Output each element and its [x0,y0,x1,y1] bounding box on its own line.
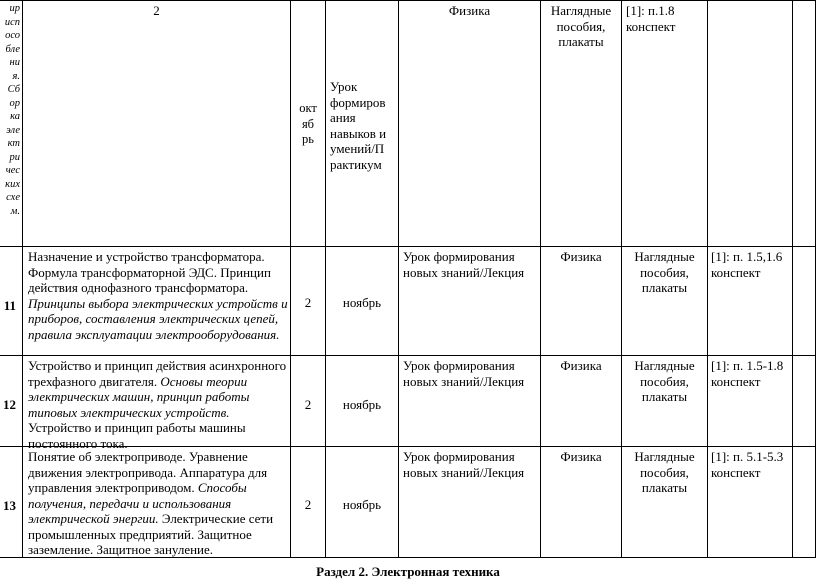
row12-number: 12 [3,397,16,412]
row11-link: Физика [560,249,602,264]
row12-month: ноябрь [342,397,382,412]
col-border [398,0,399,557]
col-border [290,0,291,557]
row-border [0,0,816,1]
col-border [707,0,708,557]
row11-lesson-type: Урок формирования новых знаний/Лекция [403,249,525,280]
row11-homework: [1]: п. 1.5,1.6 конспект [711,249,783,280]
row13-link: Физика [560,449,602,464]
row11-month: ноябрь [342,295,382,310]
row11-number: 11 [3,298,16,313]
row-border [0,246,816,247]
row13-month: ноябрь [342,497,382,512]
row13-lesson-type: Урок формирования новых знаний/Лекция [403,449,525,480]
col-border [22,0,23,557]
row12-lesson-type: Урок формирования новых знаний/Лекция [403,358,525,389]
row12-link: Физика [560,358,602,373]
row0-hours: 2 [153,3,160,18]
row0-month: окт яб рь [299,101,317,146]
row13-homework: [1]: п. 5.1-5.3 конспект [711,449,784,480]
row13-hours: 2 [304,497,312,512]
section-title: Раздел 2. Электронная техника [316,564,500,579]
row11-content: Назначение и устройство трансформатора. Формула трансформаторной ЭДС. Принцип действия однофазного трансформатора. Принципы выбора электрических устройств и приборов, составления электрических цепей, правила эксплуатации электрооборудования. [28,249,288,342]
col-border [540,0,541,557]
row13-content: Понятие об электроприводе. Уравнение движения электропривода. Аппаратура для управления электроприводом. Способы получения, передачи и использования электрической энергии. Электрические сети промышленных предприятий. Защитное заземление. Защитное зануление. [28,449,274,557]
row0-content-fragment: ир исп осо бле ни я. Сб ор ка эле кт ри чес ких схе м. [4,3,20,217]
row13-aids: Наглядные пособия, плакаты [634,449,695,495]
row0-lesson-type: Урок формиров ания навыков и умений/П рактикум [330,79,387,172]
col-border [325,0,326,557]
row-border [0,355,816,356]
row0-link: Физика [448,3,491,18]
row11-hours: 2 [304,295,312,310]
row0-aids: Наглядные пособия, плакаты [550,3,612,49]
row0-homework: [1]: п.1.8 конспект [626,3,676,34]
row13-number: 13 [3,498,16,513]
row12-content: Устройство и принцип действия асинхронного трехфазного двигателя. Основы теории электрических машин, принцип работы типовых электрических устройств. Устройство и принцип работы машины постоянного тока. [28,358,287,451]
row12-hours: 2 [304,397,312,412]
row12-aids: Наглядные пособия, плакаты [634,358,695,404]
row12-homework: [1]: п. 1.5-1.8 конспект [711,358,784,389]
row11-aids: Наглядные пособия, плакаты [634,249,695,295]
